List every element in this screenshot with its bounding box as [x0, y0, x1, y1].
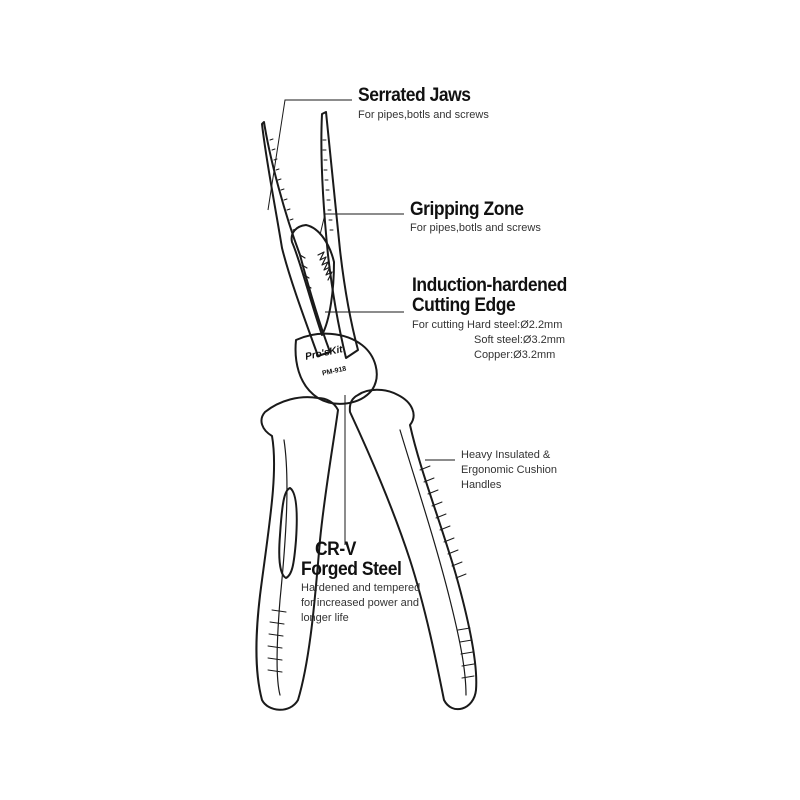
serrated-jaws-title: Serrated Jaws — [358, 85, 471, 106]
brand-logo: Pro'sKit — [304, 344, 344, 363]
steel-title-1: CR-V — [315, 539, 356, 560]
cutting-edge-desc — [412, 318, 578, 363]
steel-title-2: Forged Steel — [301, 559, 402, 580]
handles-desc — [461, 448, 557, 493]
cutting-edge-desc-2: Soft steel:Ø3.2mm — [474, 334, 566, 346]
steel-desc — [301, 581, 420, 626]
model-number: PM-918 — [321, 365, 347, 378]
right-handle — [350, 390, 476, 709]
gripping-zone-title: Gripping Zone — [410, 199, 524, 220]
cutting-edge-desc-3: Copper:Ø3.2mm — [474, 349, 556, 361]
handles-desc-3: Handles — [461, 479, 502, 491]
handles-desc-2: Ergonomic Cushion — [461, 464, 557, 476]
gripping-zone-desc: For pipes,botls and screws — [410, 222, 541, 234]
cutting-edge-title-1: Induction-hardened — [412, 275, 567, 296]
steel-desc-3: longer life — [301, 612, 349, 624]
steel-desc-2: for increased power and — [301, 597, 420, 609]
steel-desc-1: Hardened and tempered — [301, 582, 421, 594]
serrated-jaws-desc: For pipes,botls and screws — [358, 109, 489, 121]
cutting-edge-title-2: Cutting Edge — [412, 295, 516, 316]
cutting-edge-desc-1: For cutting Hard steel:Ø2.2mm — [412, 319, 563, 331]
left-handle-grip — [277, 440, 287, 695]
left-jaw-serrations — [270, 139, 296, 230]
handles-desc-1: Heavy Insulated & — [461, 449, 551, 461]
left-jaw — [262, 122, 330, 356]
leader-gripping-zone — [320, 214, 404, 235]
left-handle-window — [279, 488, 297, 578]
